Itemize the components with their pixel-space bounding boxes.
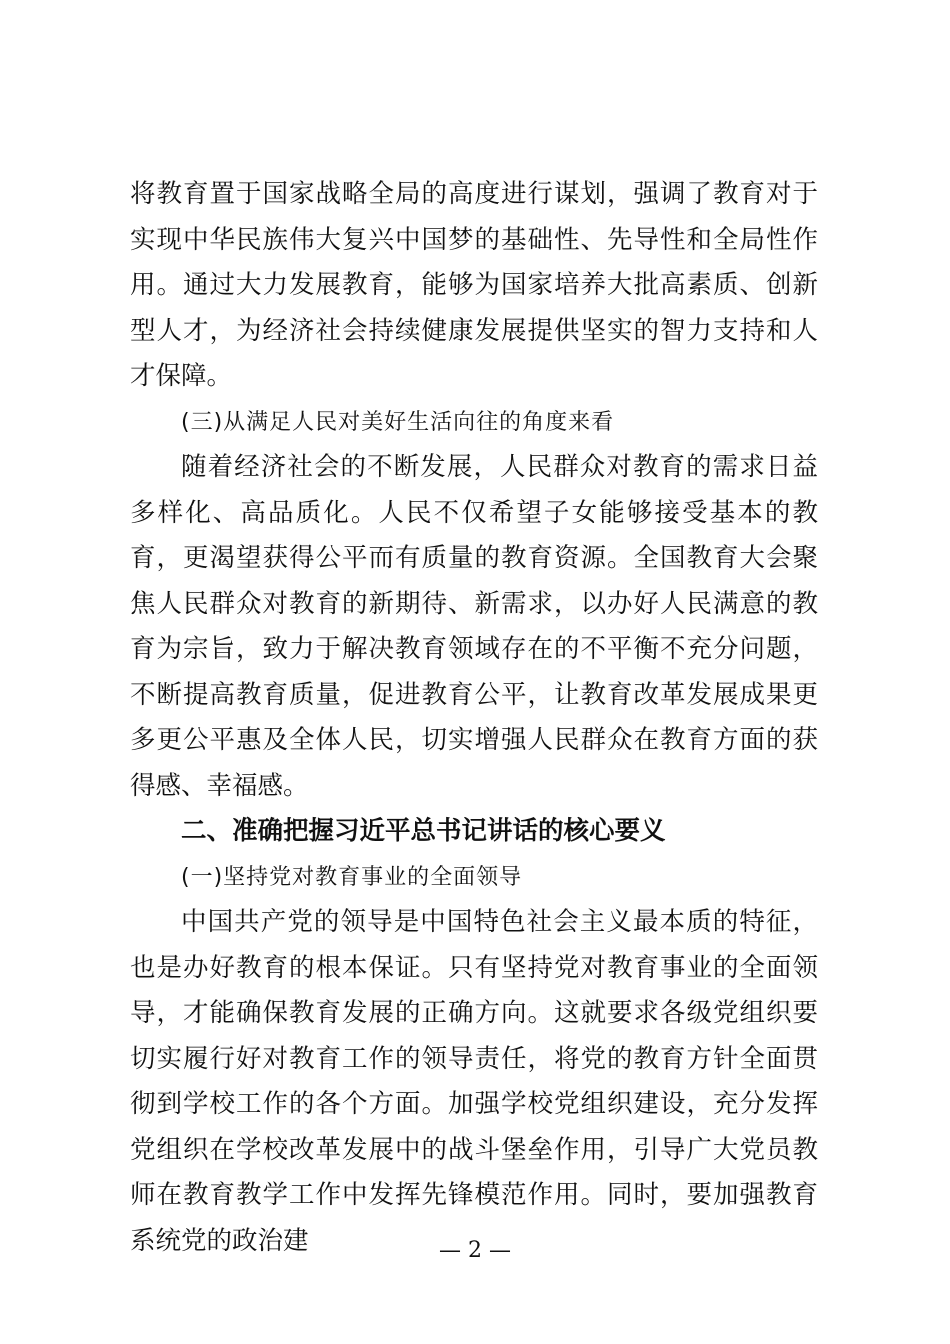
document-body bbox=[130, 172, 818, 1264]
subheading-people-aspiration: (三)从满足人民对美好生活向往的角度来看 bbox=[181, 409, 615, 435]
page-number: — 2 — bbox=[439, 1238, 511, 1263]
paragraph-education-strategy: 将教育置于国家战略全局的高度进行谋划，强调了教育对于实现中华民族伟大复兴中国梦的基础性、先导性和全局性作用。通过大力发展教育，能够为国家培养大批高素质、创新型人才，为经济社会持续健康发展提供坚实的智力支持和人才保障。 bbox=[130, 179, 818, 391]
section-heading-core-meaning: 二、准确把握习近平总书记讲话的核心要义 bbox=[181, 816, 666, 846]
paragraph-party-leadership: 中国共产党的领导是中国特色社会主义最本质的特征，也是办好教育的根本保证。只有坚持党对教育事业的全面领导，才能确保教育发展的正确方向。这就要求各级党组织要切实履行好对教育工作的领导责任，将党的教育方针全面贯彻到学校工作的各个方面。加强学校党组织建设，充分发挥党组织在学校改革发展中的战斗堡垒作用，引导广大党员教师在教育教学工作中发挥先锋模范作用。同时，要加强教育系统党的政治建 bbox=[130, 907, 818, 1256]
paragraph-people-demand: 随着经济社会的不断发展，人民群众对教育的需求日益多样化、高品质化。人民不仅希望子女能够接受基本的教育，更渴望获得公平而有质量的教育资源。全国教育大会聚焦人民群众对教育的新期待、新需求，以办好人民满意的教育为宗旨，致力于解决教育领域存在的不平衡不充分问题，不断提高教育质量，促进教育公平，让教育改革发展成果更多更公平惠及全体人民，切实增强人民群众在教育方面的获得感、幸福感。 bbox=[130, 452, 818, 801]
subheading-party-leadership: (一)坚持党对教育事业的全面领导 bbox=[181, 864, 523, 890]
